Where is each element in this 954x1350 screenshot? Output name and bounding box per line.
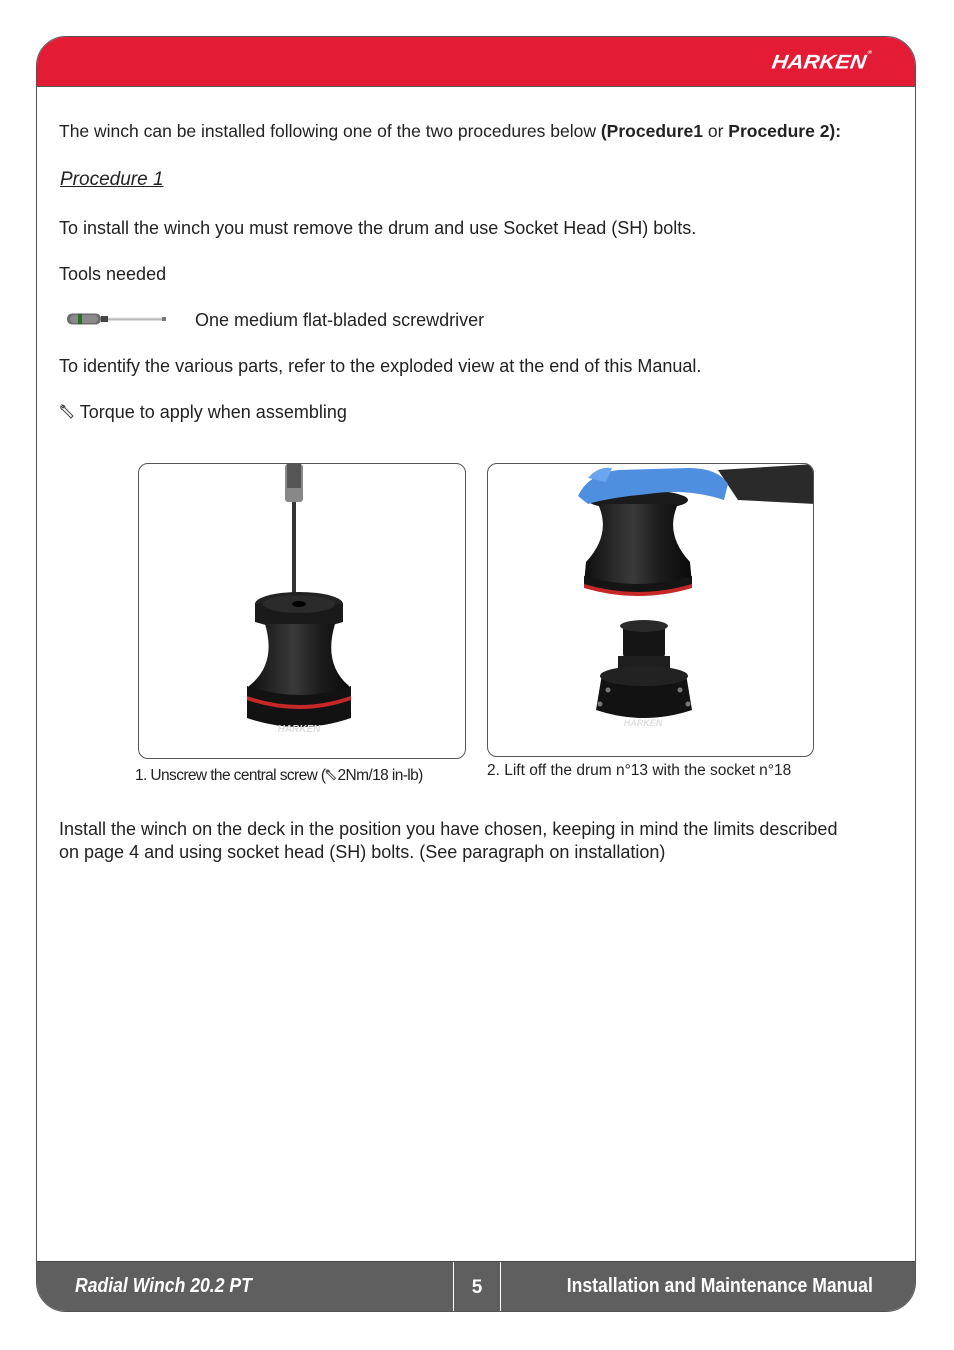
wrench-icon: [59, 403, 75, 419]
page-number: 5: [453, 1262, 501, 1311]
install-note-line2: on page 4 and using socket head (SH) bolts. (See paragraph on installation): [59, 842, 666, 862]
exploded-view-note: To identify the various parts, refer to the exploded view at the end of this Manual.: [59, 356, 702, 376]
footer-product-title: Radial Winch 20.2 PT: [75, 1275, 252, 1297]
figure-2-caption: 2. Lift off the drum n°13 with the socket n°18: [487, 762, 792, 779]
svg-text:HARKEN: HARKEN: [623, 718, 663, 728]
footer-band: [37, 1261, 915, 1311]
install-note-line1: Install the winch on the deck in the position you have chosen, keeping in mind the limits described: [59, 819, 838, 839]
procedure-title: Procedure 1: [60, 169, 164, 190]
svg-text:HARKEN: HARKEN: [277, 724, 321, 735]
figure-lift-drum-photo: [487, 463, 814, 757]
intro-text: The winch can be installed following one of the two procedures below (Procedure1 or Procedure 2):: [59, 121, 842, 141]
footer-manual-title: Installation and Maintenance Manual: [566, 1275, 873, 1297]
torque-note: Torque to apply when assembling: [59, 401, 347, 424]
brand-logo: HARKEN®: [770, 50, 873, 73]
header-band: [37, 37, 915, 87]
tools-heading: Tools needed: [59, 264, 167, 284]
tool-item-label: One medium flat-bladed screwdriver: [195, 310, 485, 330]
figure-unscrew-photo: [138, 463, 466, 759]
screwdriver-icon: [66, 312, 168, 326]
figure-1-caption: 1. Unscrew the central screw ( 2Nm/18 in-lb): [135, 767, 423, 784]
wrench-icon: [325, 768, 337, 781]
procedure-intro: To install the winch you must remove the drum and use Socket Head (SH) bolts.: [59, 218, 697, 238]
